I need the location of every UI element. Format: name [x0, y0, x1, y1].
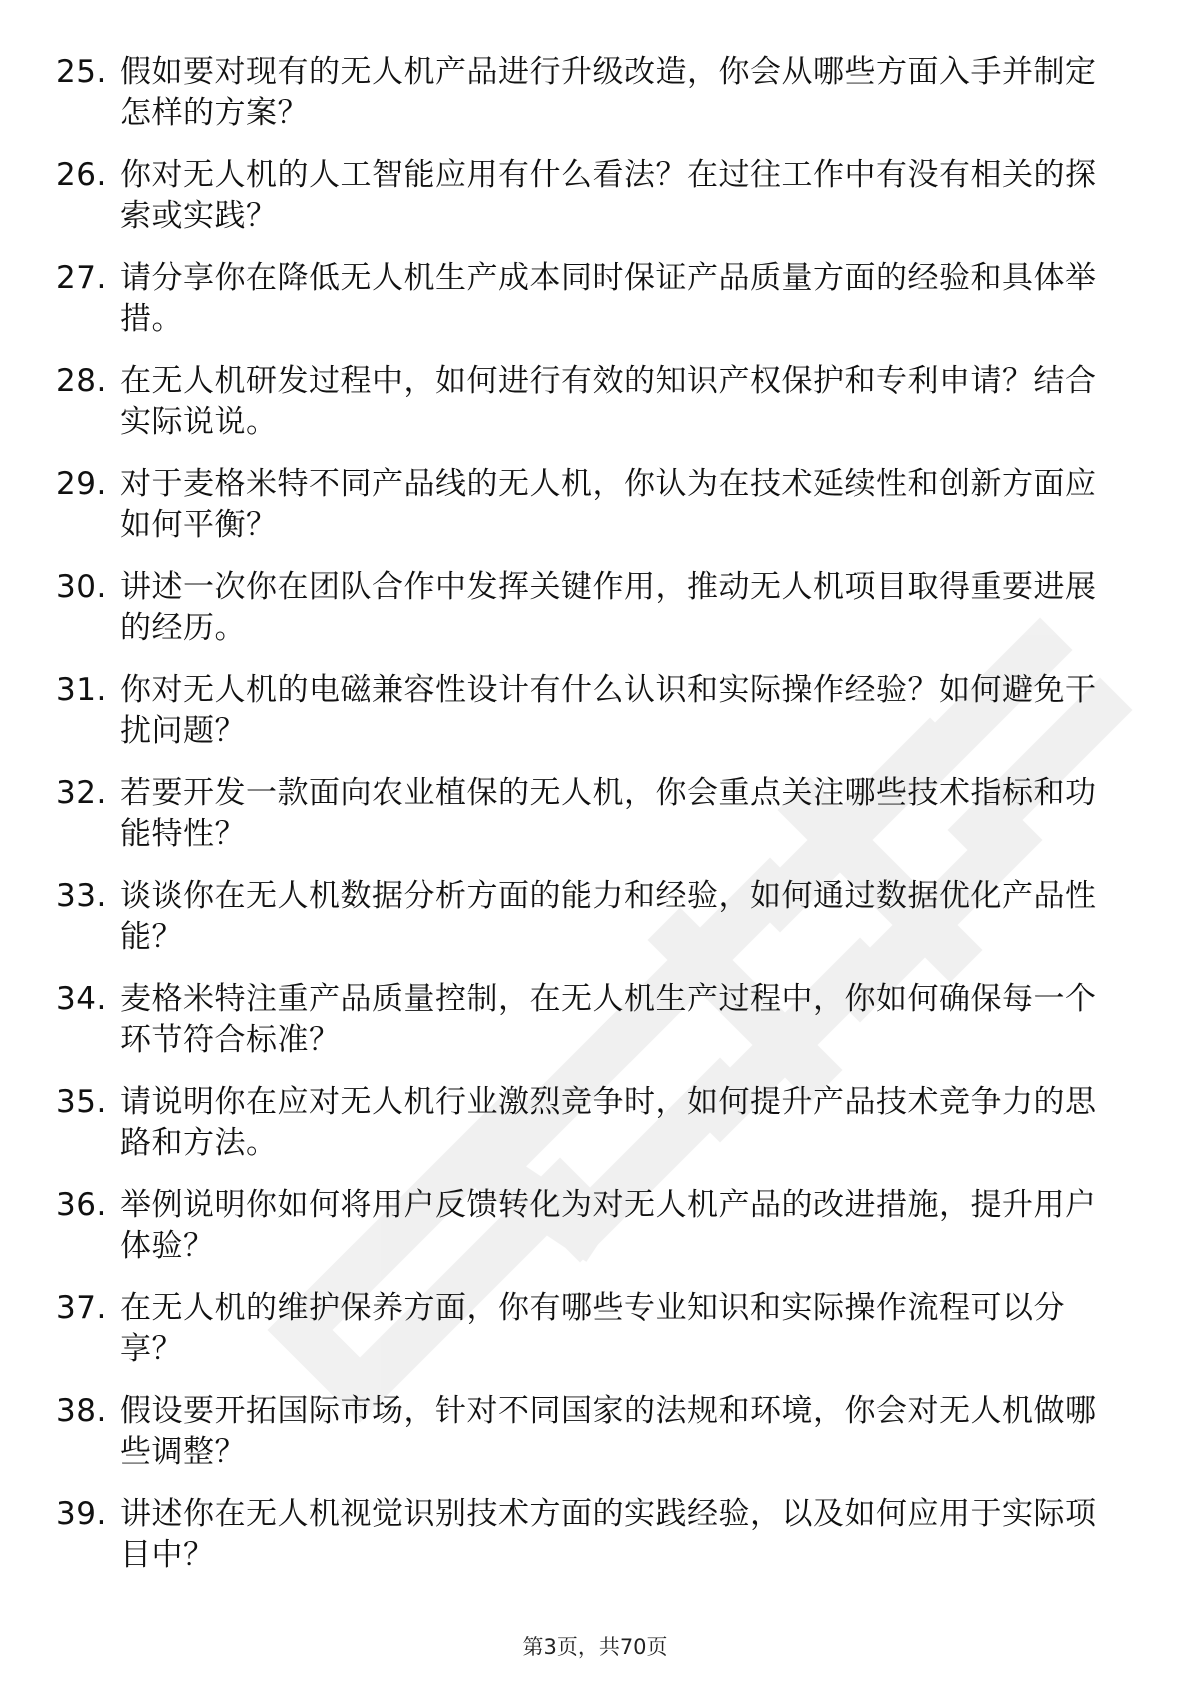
list-item: [56, 567, 1116, 649]
question-number: 31.: [56, 672, 107, 708]
question-text: 若要开发一款面向农业植保的无人机，你会重点关注哪些技术指标和功能特性？: [120, 775, 1097, 852]
list-item: [56, 1494, 1116, 1576]
question-number: 29.: [56, 466, 107, 502]
question-number: 34.: [56, 981, 107, 1017]
list-item: [56, 773, 1116, 855]
question-text: 对于麦格米特不同产品线的无人机，你认为在技术延续性和创新方面应如何平衡？: [120, 466, 1097, 543]
question-number: 37.: [56, 1290, 107, 1326]
question-text: 麦格米特注重产品质量控制，在无人机生产过程中，你如何确保每一个环节符合标准？: [120, 981, 1097, 1058]
question-text: 请说明你在应对无人机行业激烈竞争时，如何提升产品技术竞争力的思路和方法。: [120, 1084, 1097, 1161]
question-number: 25.: [56, 54, 107, 90]
question-number: 36.: [56, 1187, 107, 1223]
question-text: 你对无人机的电磁兼容性设计有什么认识和实际操作经验？如何避免干扰问题？: [120, 672, 1097, 749]
question-text: 举例说明你如何将用户反馈转化为对无人机产品的改进措施，提升用户体验？: [120, 1187, 1097, 1264]
list-item: [56, 876, 1116, 958]
question-number: 33.: [56, 878, 107, 914]
question-number: 30.: [56, 569, 107, 605]
list-item: [56, 1185, 1116, 1267]
list-item: [56, 1288, 1116, 1370]
question-text: 假如要对现有的无人机产品进行升级改造，你会从哪些方面入手并制定怎样的方案？: [120, 54, 1097, 131]
question-text: 谈谈你在无人机数据分析方面的能力和经验，如何通过数据优化产品性能？: [120, 878, 1097, 955]
question-number: 38.: [56, 1393, 107, 1429]
question-text: 在无人机的维护保养方面，你有哪些专业知识和实际操作流程可以分享？: [120, 1290, 1065, 1367]
question-number: 39.: [56, 1496, 107, 1532]
question-number: 26.: [56, 157, 107, 193]
question-number: 28.: [56, 363, 107, 399]
list-item: [56, 361, 1116, 443]
list-item: [56, 979, 1116, 1061]
question-text: 在无人机研发过程中，如何进行有效的知识产权保护和专利申请？结合实际说说。: [120, 363, 1097, 440]
list-item: [56, 258, 1116, 340]
list-item: [56, 155, 1116, 237]
list-item: [56, 464, 1116, 546]
question-text: 请分享你在降低无人机生产成本同时保证产品质量方面的经验和具体举措。: [120, 260, 1097, 337]
list-item: [56, 1082, 1116, 1164]
list-item: [56, 1391, 1116, 1473]
question-number: 32.: [56, 775, 107, 811]
question-number: 27.: [56, 260, 107, 296]
list-item: [56, 670, 1116, 752]
question-text: 假设要开拓国际市场，针对不同国家的法规和环境，你会对无人机做哪些调整？: [120, 1393, 1097, 1470]
question-text: 你对无人机的人工智能应用有什么看法？在过往工作中有没有相关的探索或实践？: [120, 157, 1097, 234]
question-text: 讲述一次你在团队合作中发挥关键作用，推动无人机项目取得重要进展的经历。: [120, 569, 1097, 646]
list-item: [56, 52, 1116, 134]
question-text: 讲述你在无人机视觉识别技术方面的实践经验，以及如何应用于实际项目中？: [120, 1496, 1097, 1573]
question-list: [56, 52, 1116, 1597]
page-number-footer: 第3页，共70页: [522, 1635, 668, 1659]
question-number: 35.: [56, 1084, 107, 1120]
